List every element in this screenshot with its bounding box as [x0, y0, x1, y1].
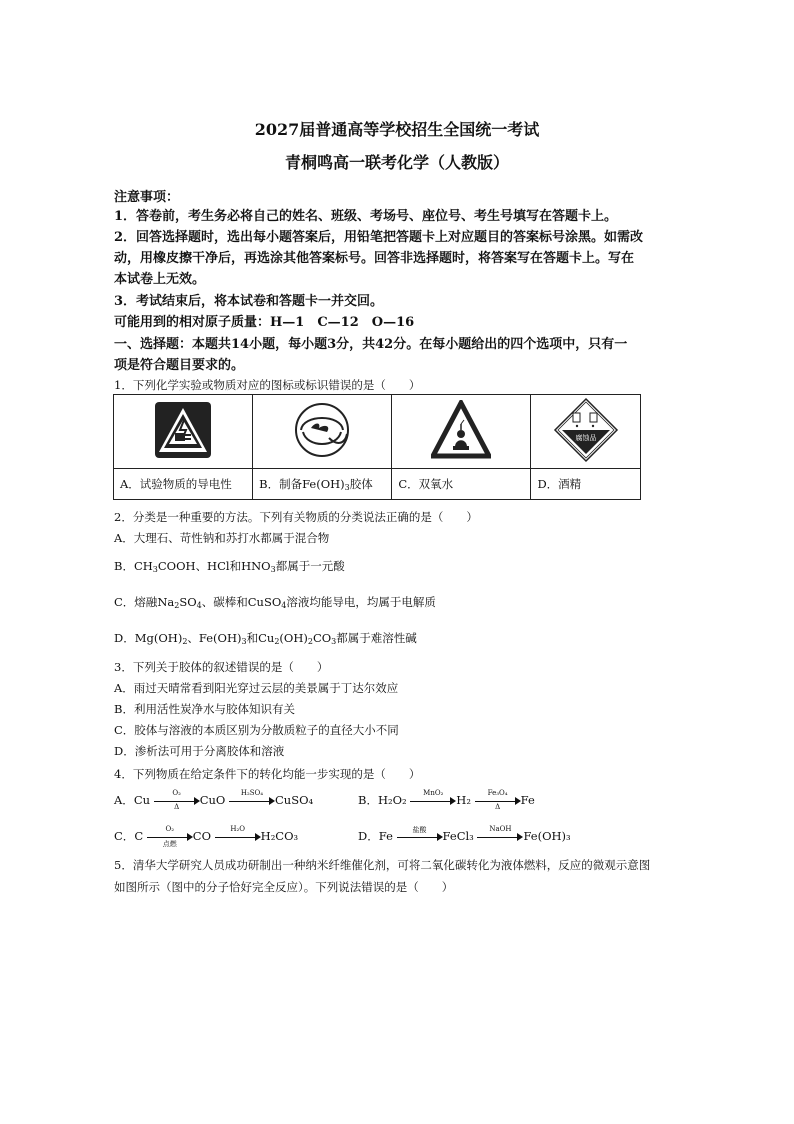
q4-b-species-3: Fe: [520, 793, 535, 807]
notice-line-1: 1．答卷前，考生务必将自己的姓名、班级、考场号、座位号、考生号填写在答题卡上。: [114, 209, 618, 224]
q4-option-b-label: B．: [358, 793, 378, 807]
notice-line-3: 3．考试结束后，将本试卷和答题卡一并交回。: [114, 294, 384, 309]
q2-option-b-end: 都属于一元酸: [275, 559, 345, 573]
q4-option-d: [358, 825, 571, 844]
q4-option-d-label: D．: [358, 829, 379, 843]
q2-option-d: D．$Mg(OH)_2$、$Fe(OH)_3$和$Cu_2(OH)_2CO_3$都属于难溶性碱: [114, 631, 417, 646]
q2-option-b-label: B．: [114, 559, 134, 573]
arrow-condition-top: NaOH: [489, 825, 512, 833]
q1-option-c: C．双氧水: [392, 469, 531, 500]
section-heading-a: 一、选择题：本题共14小题，每小题3分，共42分。在每小题给出的四个选项中，只有一: [114, 337, 628, 352]
q4-stem: 4．下列物质在给定条件下的转化均能一步实现的是（ ）: [114, 767, 421, 781]
reaction-arrow: [397, 826, 443, 844]
q4-option-a-label: A．: [114, 793, 134, 807]
q4-option-c: [114, 825, 299, 848]
arrow-condition-bottom: 点燃: [162, 840, 177, 848]
arrow-condition-top: Fe₃O₄: [487, 789, 508, 797]
q1-option-b-end: 胶体: [349, 477, 373, 491]
q4-c-species-1: C: [134, 829, 144, 843]
q2-option-d-end: 都属于难溶性碱: [336, 631, 417, 645]
q5-line-1: 5．清华大学研究人员成功研制出一种纳米纤维催化剂，可将二氧化碳转化为液体燃料，反应的微观示意图: [114, 858, 651, 872]
reaction-arrow: [154, 789, 200, 811]
reaction-arrow: [215, 825, 261, 844]
arrow-condition-top: 盐酸: [412, 826, 427, 834]
q5-line-2: 如图所示（图中的分子恰好完全反应）。下列说法错误的是（ ）: [114, 880, 454, 894]
reaction-arrow: [229, 789, 275, 808]
q4-b-species-1: H₂O₂: [377, 793, 407, 807]
q2-option-c-mid: 、碳棒和: [201, 595, 248, 609]
q2-option-b-mid: 、HCl和: [195, 559, 242, 573]
q1-option-b-label: B．制备: [259, 477, 303, 491]
arrow-condition-top: O₂: [172, 789, 181, 797]
explosive-warning-icon: [431, 400, 491, 460]
arrow-condition-top: H₂SO₄: [240, 789, 264, 797]
q3-option-d: D．渗析法可用于分离胶体和溶液: [114, 744, 285, 758]
electrical-hazard-icon: [153, 400, 213, 460]
q4-d-species-3: Fe(OH)₃: [523, 829, 571, 843]
reaction-arrow: [147, 825, 193, 848]
q1-cell-c-image: [392, 395, 531, 469]
notice-line-2a: 2．回答选择题时，选出每小题答案后，用铅笔把答题卡上对应题目的答案标号涂黑。如需改: [114, 230, 644, 245]
q2-option-a: A．大理石、苛性钠和苏打水都属于混合物: [114, 531, 330, 545]
q3-stem: 3．下列关于胶体的叙述错误的是（ ）: [114, 660, 329, 674]
q1-option-b: B．制备$Fe(OH)_3$胶体: [253, 469, 392, 500]
q4-b-species-2: H₂: [456, 793, 471, 807]
q3-option-a: A．雨过天晴常看到阳光穿过云层的美景属于丁达尔效应: [114, 681, 399, 695]
q1-cell-a-image: [114, 395, 253, 469]
reaction-arrow: [477, 825, 523, 844]
q1-icon-table: [113, 394, 641, 500]
notice-line-2b: 动，用橡皮擦干净后，再选涂其他答案标号。回答非选择题时，将答案写在答题卡上。写在: [114, 251, 635, 266]
arrow-condition-top: MnO₂: [423, 789, 444, 797]
q4-a-species-3: CuSO₄: [274, 793, 314, 807]
reaction-arrow: [410, 789, 456, 808]
q2-option-c: C．熔融$Na_2SO_4$、碳棒和CuSO$_4$溶液均能导电，均属于电解质: [114, 595, 436, 610]
arrow-condition-bottom: Δ: [174, 803, 180, 811]
q1-stem: 1．下列化学实验或物质对应的图标或标识错误的是（ ）: [114, 378, 421, 392]
q1-option-a: A．试验物质的导电性: [114, 469, 253, 500]
q4-d-species-1: Fe: [378, 829, 393, 843]
q4-option-a: [114, 789, 314, 811]
q2-option-b: B．$CH_3COOH$、HCl和$HNO_3$都属于一元酸: [114, 559, 345, 574]
atomic-masses: 可能用到的相对原子质量：H—1 C—12 O—16: [114, 315, 415, 330]
q1-cell-b-image: [253, 395, 392, 469]
q4-option-c-label: C．: [114, 829, 135, 843]
arrow-condition-bottom: Δ: [495, 803, 501, 811]
arrow-condition-top: H₂O: [230, 825, 245, 833]
q1-option-d: D．酒精: [531, 469, 641, 500]
q4-c-species-3: H₂CO₃: [260, 829, 299, 843]
heating-hazard-icon: [289, 400, 355, 460]
corrosive-sign-text: 腐蚀品: [575, 433, 597, 442]
reaction-arrow: [475, 789, 521, 811]
exam-subtitle: 青桐鸣高一联考化学（人教版）: [284, 153, 509, 172]
notice-heading: 注意事项：: [114, 190, 180, 205]
q4-option-b: [358, 789, 535, 811]
arrow-condition-top: O₂: [165, 825, 175, 833]
q2-option-d-and: 和: [246, 631, 259, 645]
corrosive-sign-icon: [553, 397, 619, 463]
q2-option-c-end: 溶液均能导电，均属于电解质: [286, 595, 436, 609]
q4-a-species-1: Cu: [133, 793, 151, 807]
q2-option-d-sep: 、: [187, 631, 199, 645]
q4-d-species-2: FeCl₃: [442, 829, 474, 843]
q4-a-species-2: CuO: [199, 793, 226, 807]
q4-c-species-2: CO: [192, 829, 212, 843]
exam-title: 2027届普通高等学校招生全国统一考试: [254, 120, 540, 139]
q2-option-d-label: D．: [114, 631, 135, 645]
q2-stem: 2．分类是一种重要的方法。下列有关物质的分类说法正确的是（ ）: [114, 510, 478, 524]
q3-option-b: B．利用活性炭净水与胶体知识有关: [114, 702, 295, 716]
notice-line-2c: 本试卷上无效。: [114, 272, 206, 287]
section-heading-b: 项是符合题目要求的。: [114, 358, 245, 373]
q3-option-c: C．胶体与溶液的本质区别为分散质粒子的直径大小不同: [114, 723, 399, 737]
q2-option-c-label: C．熔融: [114, 595, 158, 609]
q1-cell-d-image: [531, 395, 641, 469]
